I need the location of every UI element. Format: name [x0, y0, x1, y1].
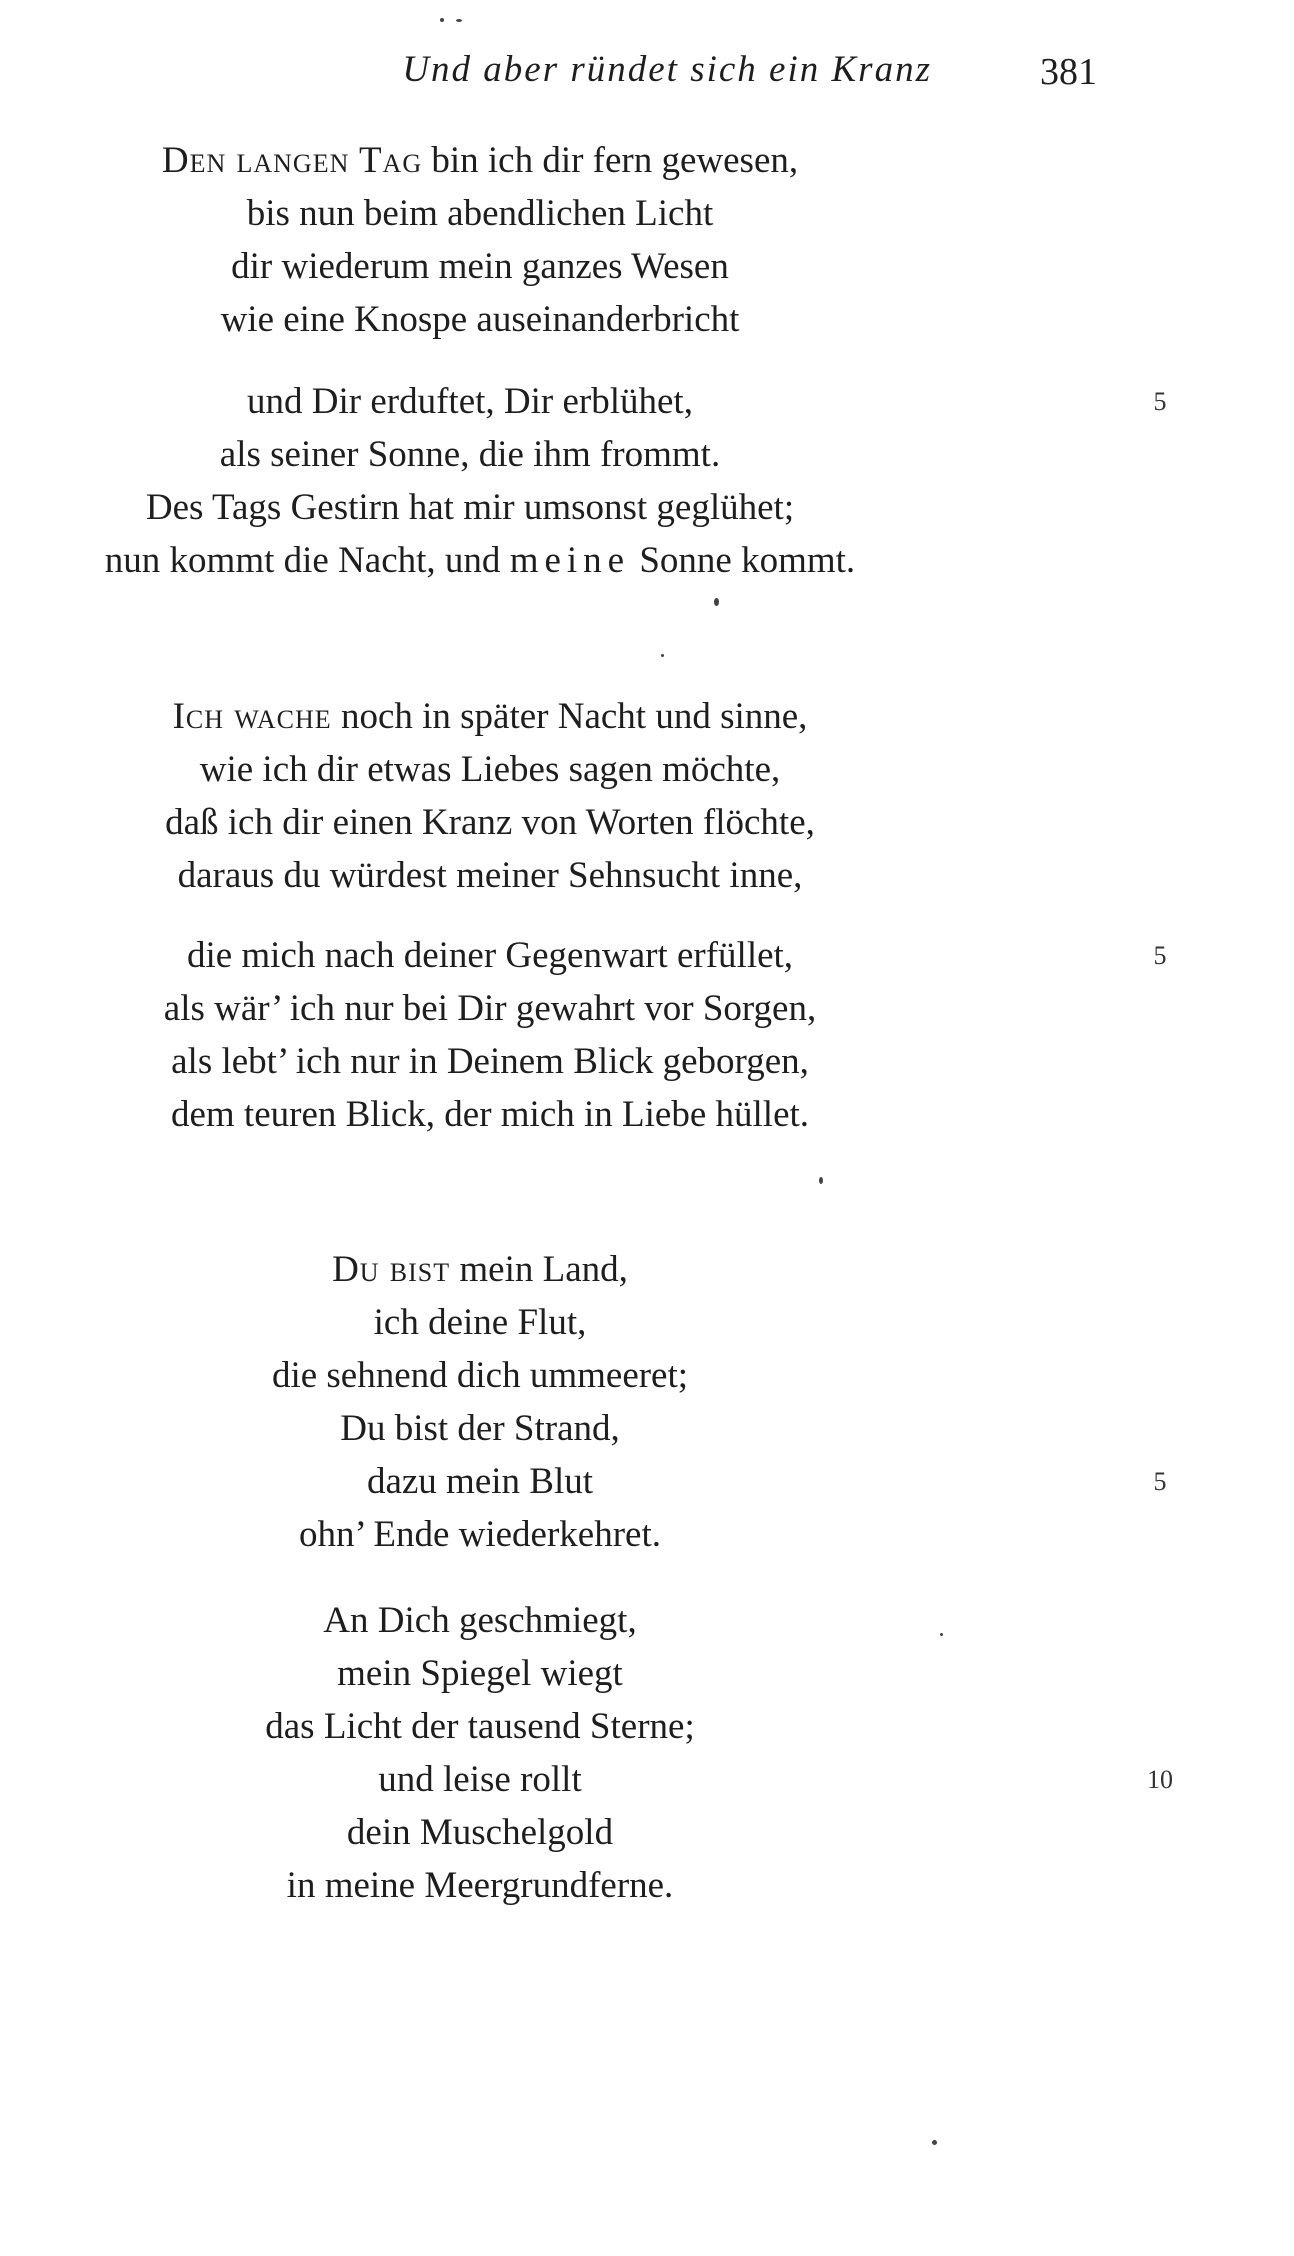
poem-incipit: Den langen Tag: [161, 140, 423, 181]
poem-line-text: bin ich dir fern gewesen,: [422, 140, 799, 181]
poem-line-text: nun kommt die Nacht, und: [104, 540, 510, 581]
emphasized-word: meine: [509, 540, 631, 581]
poem-line: [0, 535, 1294, 587]
poem-line: [0, 1595, 1294, 1647]
line-number: 5: [1153, 387, 1167, 416]
poem-line-text: als lebt’ ich nur in Deinem Blick geborgen,: [171, 1041, 809, 1082]
poem-line-text: mein Spiegel wiegt: [337, 1653, 623, 1694]
scan-speck: [661, 654, 664, 657]
line-number: 5: [1153, 1467, 1167, 1496]
poem-line: [0, 1350, 1294, 1402]
scan-speck: [940, 1633, 943, 1636]
poem-incipit: Ich wache: [172, 696, 332, 737]
poem-incipit: Du bist: [332, 1249, 451, 1290]
poem-line: [0, 850, 1294, 902]
poem-line: [0, 797, 1294, 849]
poem-line-text: ich deine Flut,: [373, 1302, 587, 1343]
poem-line-text: als seiner Sonne, die ihm frommt.: [219, 434, 721, 475]
poem-line-text: mein Land,: [450, 1249, 628, 1290]
line-number: 5: [1153, 941, 1167, 970]
poem-line-text: die mich nach deiner Gegenwart erfüllet,: [186, 935, 794, 976]
poem-line-text: bis nun beim abendlichen Licht: [246, 193, 714, 234]
poem-line: [0, 241, 1294, 293]
poem-line: [0, 1297, 1294, 1349]
poem-line-text: und leise rollt: [378, 1759, 582, 1800]
poem-line-text: die sehnend dich ummeeret;: [271, 1355, 689, 1396]
poem-line: [0, 744, 1294, 796]
scan-speck: [440, 18, 444, 22]
poem-line-text: dem teuren Blick, der mich in Liebe hüllet.: [170, 1094, 810, 1135]
poem-line-text: Du bist der Strand,: [340, 1408, 620, 1449]
poem-line-text: und Dir erduftet, Dir erblühet,: [247, 381, 693, 422]
poem-line: [0, 1701, 1294, 1753]
poem-line-text: noch in später Nacht und sinne,: [331, 696, 808, 737]
poem-line-text: An Dich geschmiegt,: [323, 1600, 637, 1641]
poem-line: [0, 1456, 1294, 1508]
running-title: Und aber ründet sich ein Kranz: [402, 49, 932, 90]
poem-line: [0, 691, 1294, 743]
poem-line: [0, 1860, 1294, 1912]
poem-line: [0, 135, 1294, 187]
poem-line: [0, 930, 1294, 982]
poem-line-text: dein Muschelgold: [346, 1812, 614, 1853]
scan-speck: [456, 19, 462, 22]
poem-line-text: dazu mein Blut: [366, 1461, 594, 1502]
poem-line-text: daraus du würdest meiner Sehnsucht inne,: [177, 855, 803, 896]
poem-line: [0, 1807, 1294, 1859]
poem-line: [0, 429, 1294, 481]
poem-line: [0, 188, 1294, 240]
page-number: 381: [1040, 51, 1097, 93]
scan-speck: [819, 1177, 823, 1184]
poem-line-text: das Licht der tausend Sterne;: [265, 1706, 695, 1747]
poem-line-text: Des Tags Gestirn hat mir umsonst geglühet;: [145, 487, 795, 528]
poem-line-text: wie eine Knospe auseinanderbricht: [220, 299, 740, 340]
poem-line-text: als wär’ ich nur bei Dir gewahrt vor Sorgen,: [163, 988, 817, 1029]
poem-line-text: wie ich dir etwas Liebes sagen möchte,: [199, 749, 781, 790]
poem-line-text: daß ich dir einen Kranz von Worten flöchte,: [165, 802, 815, 843]
poem-line: [0, 1509, 1294, 1561]
line-number: 10: [1147, 1765, 1173, 1794]
poem-line-text: dir wiederum mein ganzes Wesen: [231, 246, 729, 287]
running-header: [0, 48, 1294, 108]
poem-line-text: ohn’ Ende wiederkehret.: [299, 1514, 661, 1555]
poem-line: [0, 1036, 1294, 1088]
poem-line: [0, 983, 1294, 1035]
poem-line: [0, 1403, 1294, 1455]
poem-line: [0, 294, 1294, 346]
poem-line-text: Sonne kommt.: [630, 540, 856, 581]
poem-line: [0, 376, 1294, 428]
scan-speck: [714, 598, 719, 606]
poem-line: [0, 1089, 1294, 1141]
poem-line: [0, 1754, 1294, 1806]
poem-line: [0, 482, 1294, 534]
scan-speck: [932, 2140, 937, 2145]
poem-line: [0, 1244, 1294, 1296]
poem-line-text: in meine Meergrundferne.: [286, 1865, 674, 1906]
poem-line: [0, 1648, 1294, 1700]
